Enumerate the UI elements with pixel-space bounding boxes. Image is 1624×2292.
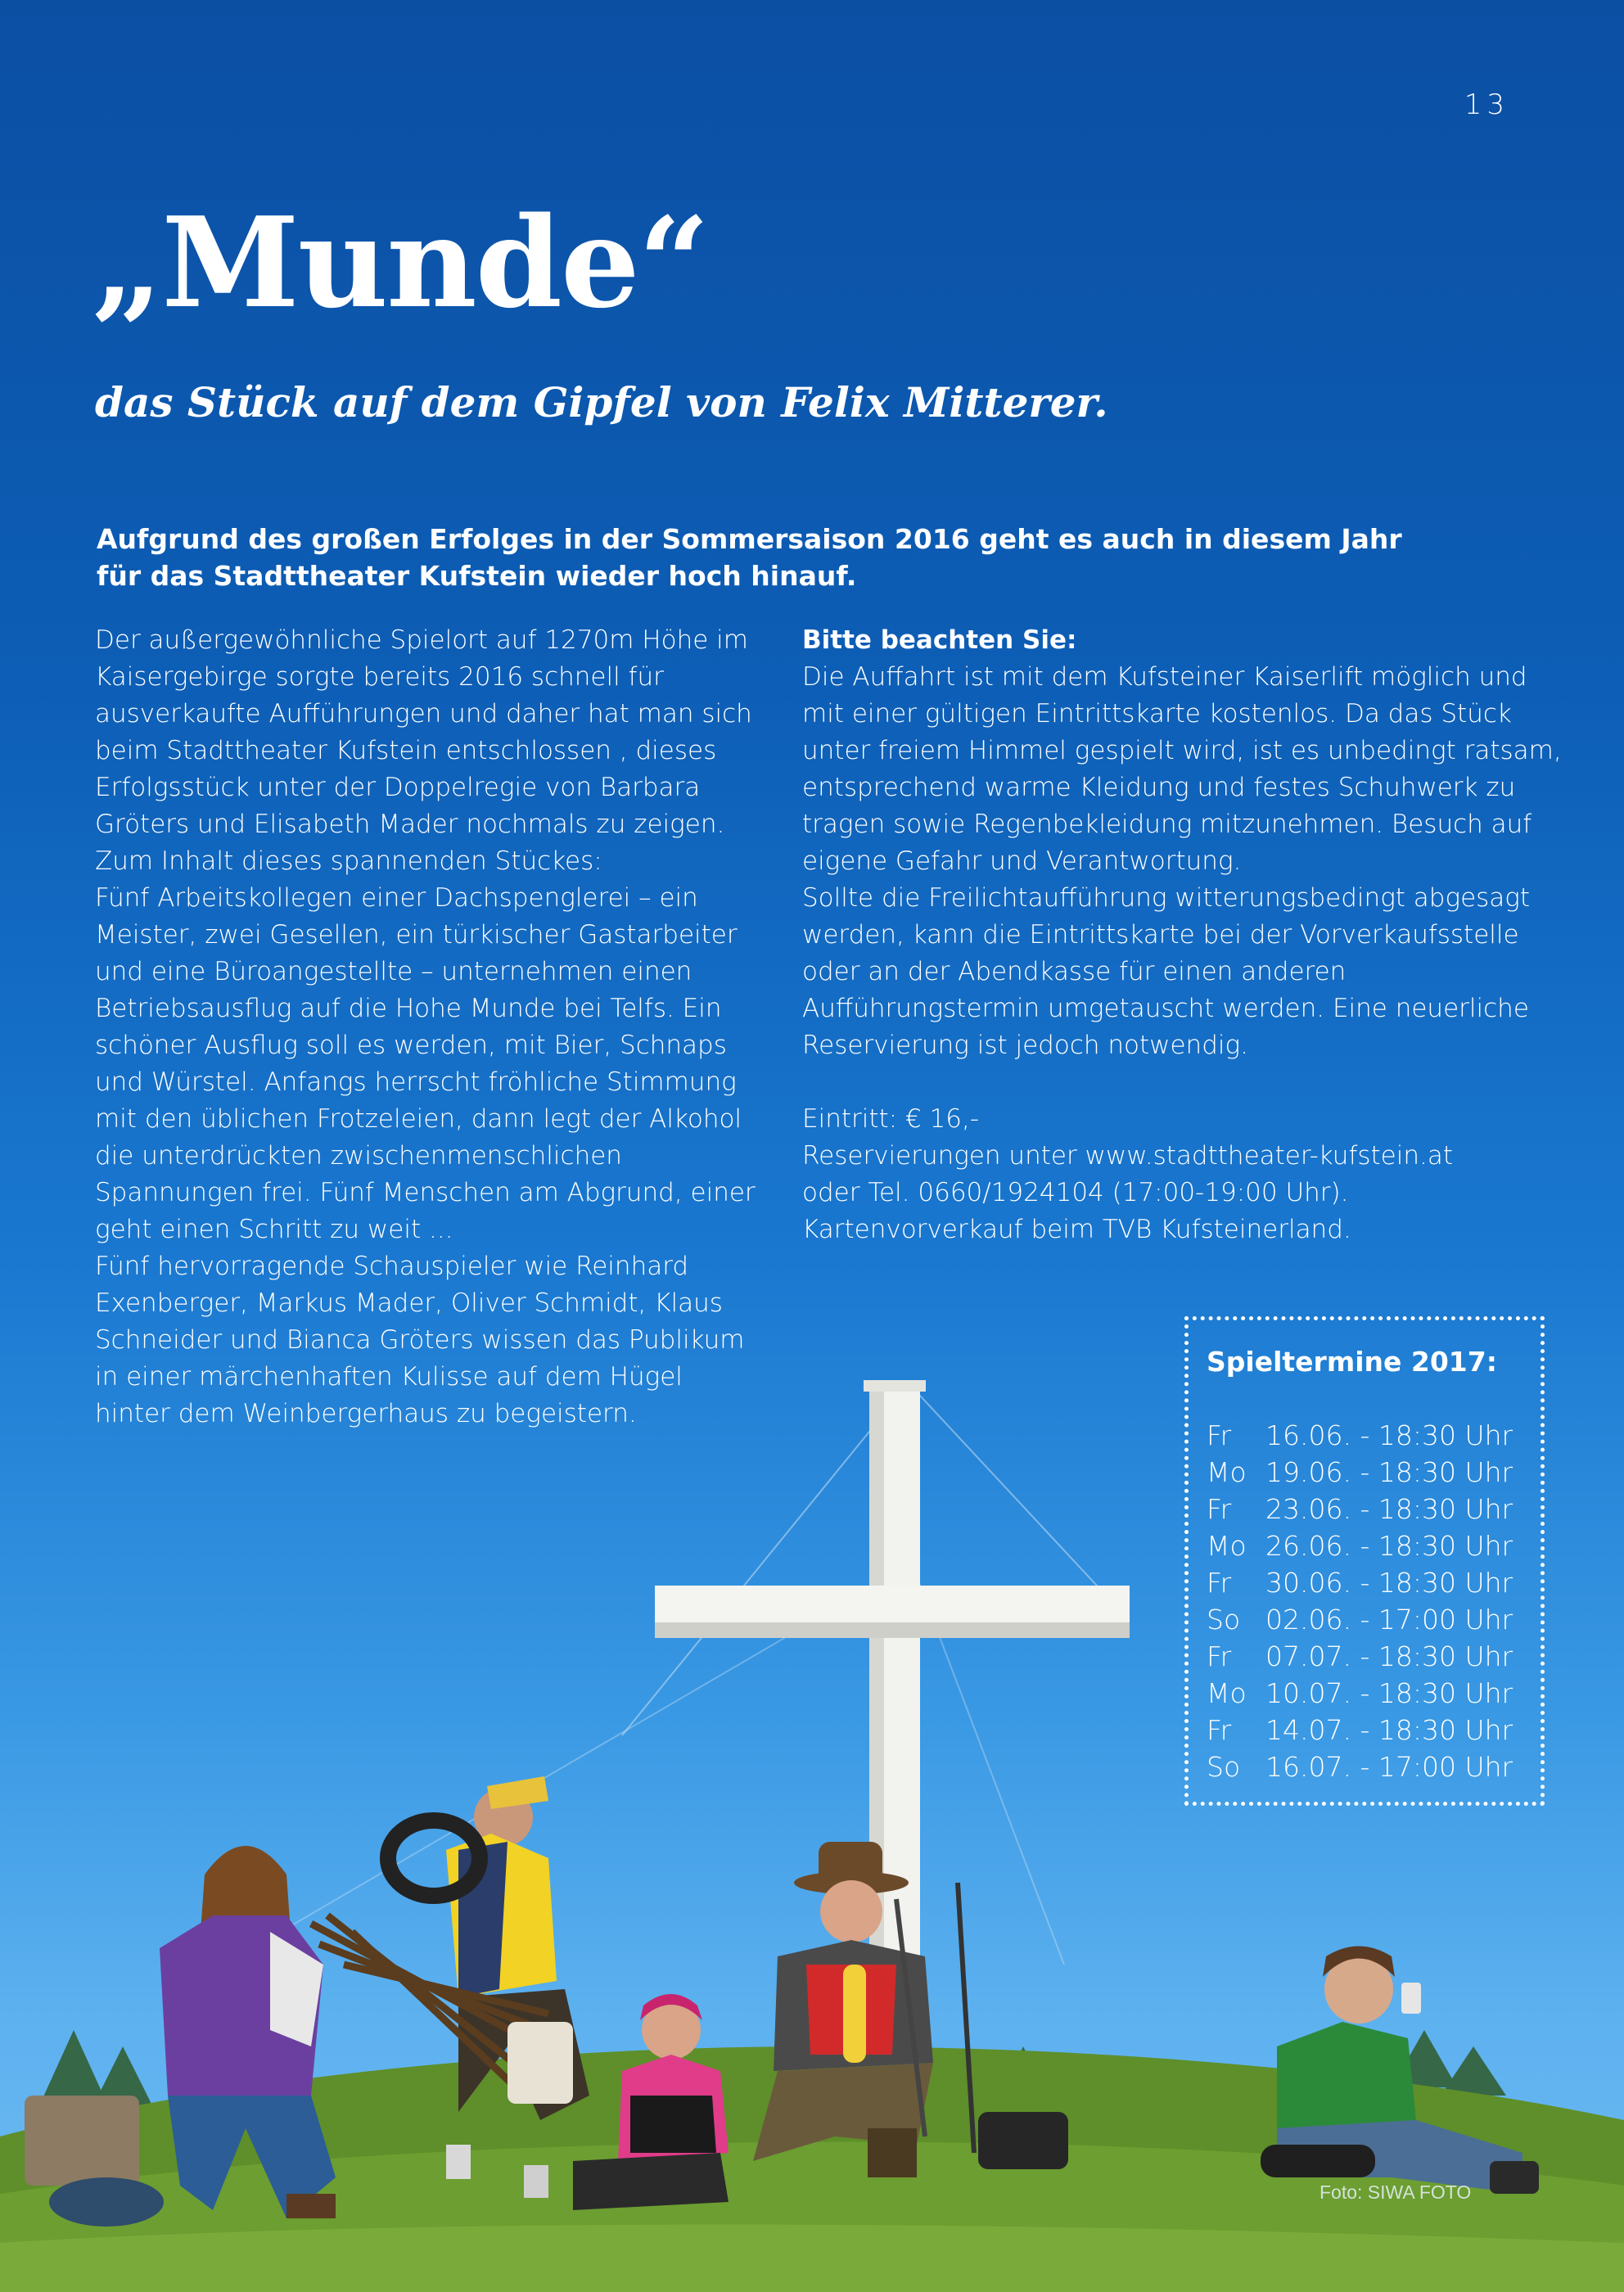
schedule-box [1184,1316,1545,1806]
schedule-day: Fr [1207,1714,1232,1746]
schedule-title: Spieltermine 2017: [1207,1346,1497,1378]
reservation-website: Reservierungen unter www.stadttheater-kufstein.at [802,1141,1454,1171]
schedule-day: Fr [1207,1419,1232,1451]
schedule-date: 23.06. - 18:30 Uhr [1265,1493,1513,1525]
schedule-row [1207,1454,1522,1491]
schedule-row [1207,1417,1522,1454]
page-number: 13 [1464,88,1509,121]
plot-paragraph: Fünf Arbeitskollegen einer Dachspenglerei – ein Meister, zwei Gesellen, ein türkischer Gastarbeiter und eine Büroangestellte – unternehmen einen Betriebsausflug auf die Hohe Munde bei Telfs. Ein schöner Ausflug soll es werden, mit Bier, Schnaps und Würstel. Anfangs herrscht fröhliche Stimmung mit den üblichen Frotzeleien, dann legt der Alkohol die unterdrückten zwischenmenschlichen Spannungen frei. Fünf Menschen am Abgrund, einer geht einen Schritt zu weit ... [95,883,756,1244]
schedule-row [1207,1638,1522,1675]
advance-sales: Kartenvorverkauf beim TVB Kufsteinerland. [802,1215,1351,1244]
schedule-row [1207,1527,1522,1564]
schedule-date: 07.07. - 18:30 Uhr [1265,1640,1513,1672]
schedule-row [1207,1748,1522,1785]
schedule-day: Fr [1207,1640,1232,1672]
reservation-phone: oder Tel. 0660/1924104 (17:00-19:00 Uhr). [802,1178,1349,1207]
left-column [95,622,760,1432]
cast-paragraph: Fünf hervorragende Schauspieler wie Reinhard Exenberger, Markus Mader, Oliver Schmidt, Klaus Schneider und Bianca Gröters wissen das Publikum in einer märchenhaften Kulisse auf dem Hügel hinter dem Weinbergerhaus zu begeistern. [95,1252,745,1428]
schedule-date: 16.07. - 17:00 Uhr [1265,1751,1513,1783]
schedule-day: Mo [1207,1677,1247,1709]
schedule-day: Fr [1207,1493,1232,1525]
schedule-date: 16.06. - 18:30 Uhr [1265,1419,1513,1451]
page-subtitle: das Stück auf dem Gipfel von Felix Mitterer. [95,378,1108,426]
actor-green-jacket [1261,1947,1539,2195]
content-heading: Zum Inhalt dieses spannenden Stückes: [95,846,602,876]
spacer [802,1064,1563,1101]
notice-heading: Bitte beachten Sie: [802,625,1077,655]
schedule-row [1207,1564,1522,1601]
notice-paragraph-weather: Sollte die Freilichtaufführung witterungsbedingt abgesagt werden, kann die Eintrittskarte bei der Vorverkaufsstelle oder an der Abendkasse für einen anderen Aufführungstermin umgetauscht werden. Eine neuerliche Reservierung ist jedoch notwendig. [802,883,1531,1060]
lead-paragraph: Aufgrund des großen Erfolges in der Sommersaison 2016 geht es auch in diesem Jahr für das Stadttheater Kufstein wieder hoch hinauf. [97,523,1402,592]
schedule-row [1207,1712,1522,1748]
notice-paragraph-travel: Die Auffahrt ist mit dem Kufsteiner Kaiserlift möglich und mit einer gültigen Eintrittskarte kostenlos. Da das Stück unter freiem Himmel gespielt wird, ist es unbedingt ratsam, entsprechend warme Kleidung und festes Schuhwerk zu tragen sowie Regenbekleidung mitzunehmen. Besuch auf eigene Gefahr und Verantwortung. [802,662,1562,876]
schedule-date: 02.06. - 17:00 Uhr [1265,1604,1513,1636]
schedule-date: 19.06. - 18:30 Uhr [1265,1456,1513,1488]
schedule-day: Fr [1207,1567,1232,1599]
admission-price: Eintritt: € 16,- [802,1104,980,1134]
schedule-day: Mo [1207,1530,1247,1562]
schedule-row [1207,1601,1522,1638]
schedule-row [1207,1491,1522,1527]
intro-paragraph: Der außergewöhnliche Spielort auf 1270m Höhe im Kaisergebirge sorgte bereits 2016 schnell für ausverkaufte Aufführungen und daher hat man sich beim Stadttheater Kufstein entschlossen , dieses Erfolgsstück unter der Doppelregie von Barbara Gröters und Elisabeth Mader nochmals zu zeigen. [95,625,752,839]
schedule-day: So [1207,1751,1241,1783]
schedule-date: 14.07. - 18:30 Uhr [1265,1714,1513,1746]
right-column [802,622,1563,1248]
photo-credit: Foto: SIWA FOTO [1320,2181,1472,2203]
schedule-day: So [1207,1604,1241,1636]
page-title: „Munde“ [92,189,709,336]
schedule-date: 26.06. - 18:30 Uhr [1265,1530,1513,1562]
schedule-row [1207,1675,1522,1712]
schedule-date: 30.06. - 18:30 Uhr [1265,1567,1513,1599]
schedule-day: Mo [1207,1456,1247,1488]
schedule-date: 10.07. - 18:30 Uhr [1265,1677,1513,1709]
